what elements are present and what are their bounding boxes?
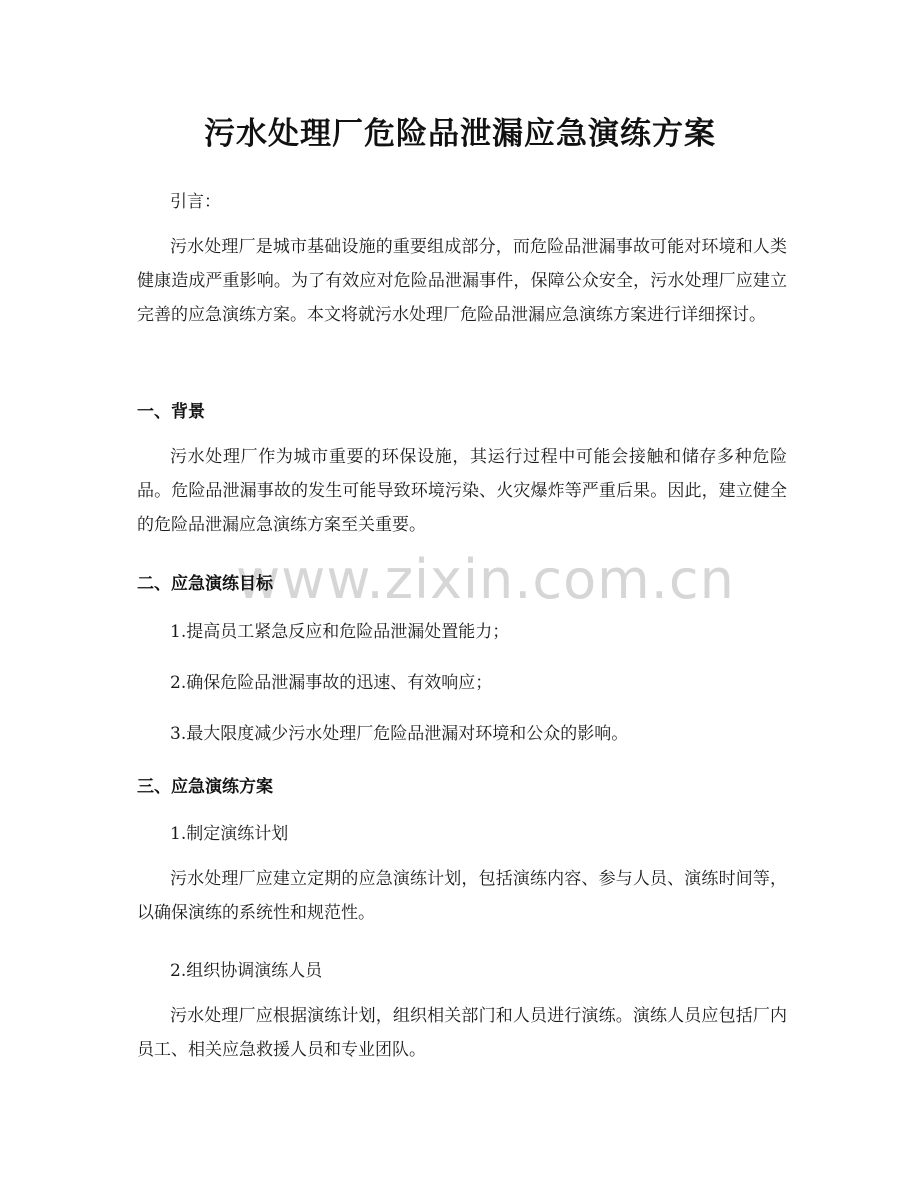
intro-label: 引言： (170, 192, 221, 212)
section-heading-background: 一、背景 (137, 402, 205, 422)
plan-subheading-2: 2.组织协调演练人员 (170, 961, 323, 981)
goal-item-2: 2.确保危险品泄漏事故的迅速、有效响应； (170, 673, 493, 693)
plan-paragraph-1: 污水处理厂应建立定期的应急演练计划，包括演练内容、参与人员、演练时间等，以确保演练的系统性和规范性。 (137, 869, 787, 923)
document-title: 污水处理厂危险品泄漏应急演练方案 (204, 116, 716, 152)
background-paragraph: 污水处理厂作为城市重要的环保设施，其运行过程中可能会接触和储存多种危险品。危险品泄漏事故的发生可能导致环境污染、火灾爆炸等严重后果。因此，建立健全的危险品泄漏应急演练方案至关重要。 (137, 447, 787, 535)
plan-paragraph-2: 污水处理厂应根据演练计划，组织相关部门和人员进行演练。演练人员应包括厂内员工、相关应急救援人员和专业团队。 (137, 1006, 787, 1060)
watermark: www.zixin.com.cn (236, 548, 735, 611)
goal-item-3: 3.最大限度减少污水处理厂危险品泄漏对环境和公众的影响。 (170, 724, 629, 744)
intro-paragraph: 污水处理厂是城市基础设施的重要组成部分，而危险品泄漏事故可能对环境和人类健康造成严重影响。为了有效应对危险品泄漏事件，保障公众安全，污水处理厂应建立完善的应急演练方案。本文将就污水处理厂危险品泄漏应急演练方案进行详细探讨。 (137, 237, 787, 325)
goal-item-1: 1.提高员工紧急反应和危险品泄漏处置能力； (170, 622, 510, 642)
section-heading-goals: 二、应急演练目标 (137, 574, 273, 594)
plan-subheading-1: 1.制定演练计划 (170, 824, 289, 844)
section-heading-plan: 三、应急演练方案 (137, 777, 273, 797)
